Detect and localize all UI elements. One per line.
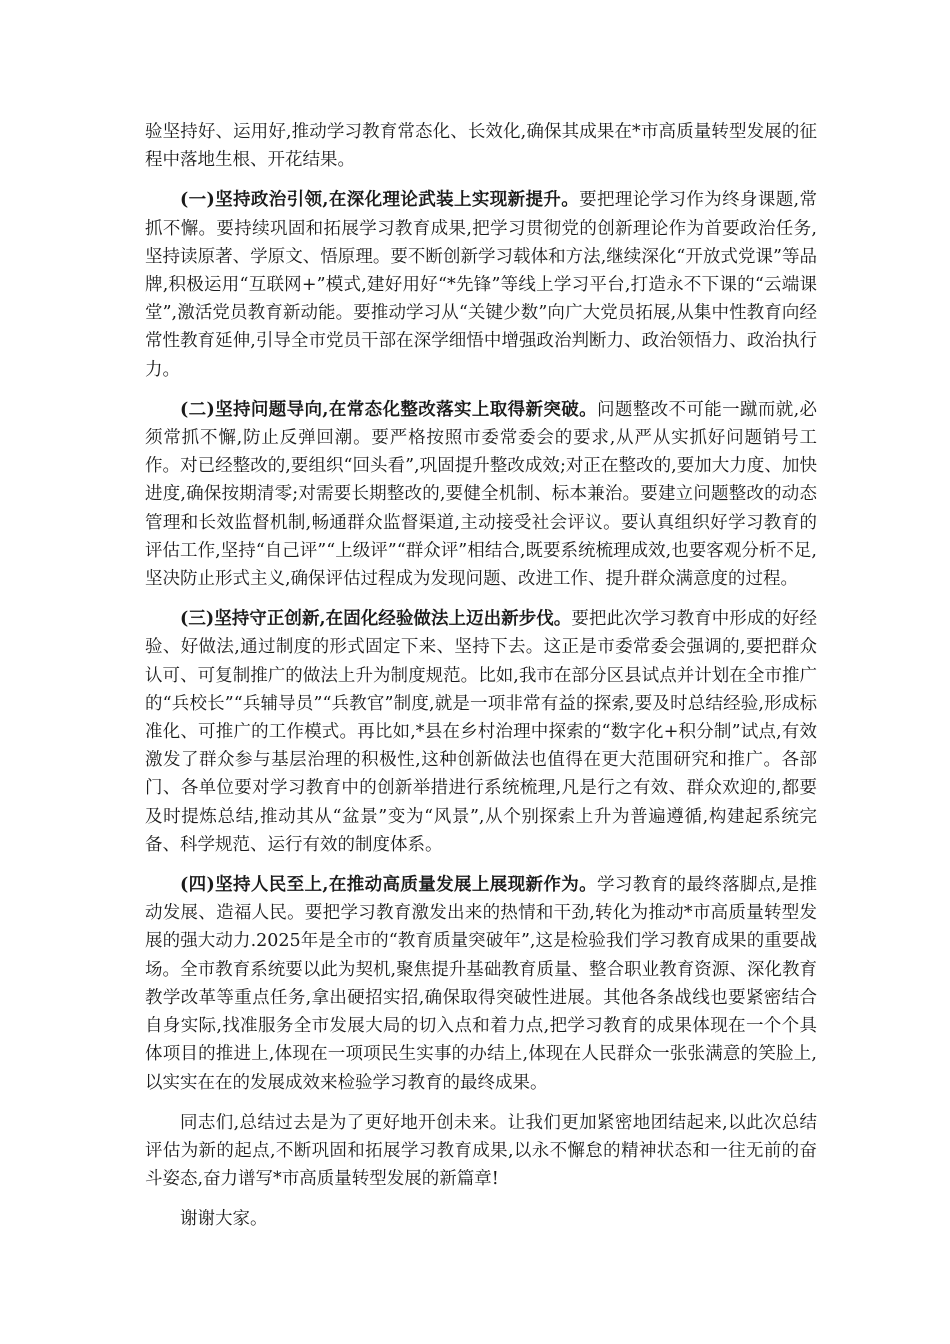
section-heading: (四)坚持人民至上,在推动高质量发展上展现新作为。 <box>180 875 597 896</box>
paragraph-section-2 <box>145 396 817 593</box>
paragraph-section-4 <box>145 871 817 1097</box>
paragraph-text: 验坚持好、运用好,推动学习教育常态化、长效化,确保其成果在*市高质量转型发展的征程中落地生根、开花结果。 <box>145 122 817 171</box>
paragraph-text: 学习教育的最终落脚点,是推动发展、造福人民。要把学习教育激发出来的热情和干劲,转化为推动*市高质量转型发展的强大动力.2025年是全市的“教育质量突破年”,这是检验我们学习教育成果的重要战场。全市教育系统要以此为契机,聚焦提升基础教育质量、整合职业教育资源、深化教育教学改革等重点任务,拿出硬招实招,确保取得突破性进展。其他各条战线也要紧密结合自身实际,找准服务全市发展大局的切入点和着力点,把学习教育的成果体现在一个个具体项目的推进上,体现在一项项民生实事的办结上,体现在人民群众一张张满意的笑脸上,以实实在在的发展成效来检验学习教育的最终成果。 <box>145 875 818 1093</box>
document-page <box>145 118 817 1246</box>
paragraph-section-1 <box>145 186 817 383</box>
section-heading: (三)坚持守正创新,在固化经验做法上迈出新步伐。 <box>180 609 572 630</box>
paragraph-text: 谢谢大家。 <box>180 1209 268 1230</box>
section-heading: (一)坚持政治引领,在深化理论武装上实现新提升。 <box>180 190 580 211</box>
paragraph-thanks <box>145 1205 817 1233</box>
paragraph-text: 同志们,总结过去是为了更好地开创未来。让我们更加紧密地团结起来,以此次总结评估为新的起点,不断巩固和拓展学习教育成果,以永不懈怠的精神状态和一往无前的奋斗姿态,奋力谱写*市高质量转型发展的新篇章! <box>145 1112 817 1190</box>
paragraph-text: 要把理论学习作为终身课题,常抓不懈。要持续巩固和拓展学习教育成果,把学习贯彻党的创新理论作为首要政治任务,坚持读原著、学原文、悟原理。要不断创新学习载体和方法,继续深化“开放式党课”等品牌,积极运用“互联网+”模式,建好用好“*先锋”等线上学习平台,打造永不下课的“云端课堂”,激活党员教育新动能。要推动学习从“关键少数”向广大党员拓展,从集中性教育向经常性教育延伸,引导全市党员干部在深学细悟中增强政治判断力、政治领悟力、政治执行力。 <box>145 190 817 380</box>
paragraph-continuation <box>145 118 817 174</box>
paragraph-closing <box>145 1109 817 1194</box>
paragraph-section-3 <box>145 605 817 859</box>
paragraph-text: 要把此次学习教育中形成的好经验、好做法,通过制度的形式固定下来、坚持下去。这正是市委常委会强调的,要把群众认可、可复制推广的做法上升为制度规范。比如,我市在部分区县试点并计划在全市推广的“兵校长”“兵辅导员”“兵教官”制度,就是一项非常有益的探索,要及时总结经验,形成标准化、可推广的工作模式。再比如,*县在乡村治理中探索的“数字化+积分制”试点,有效激发了群众参与基层治理的积极性,这种创新做法也值得在更大范围研究和推广。各部门、各单位要对学习教育中的创新举措进行系统梳理,凡是行之有效、群众欢迎的,都要及时提炼总结,推动其从“盆景”变为“风景”,从个别探索上升为普遍遵循,构建起系统完备、科学规范、运行有效的制度体系。 <box>145 609 818 855</box>
section-heading: (二)坚持问题导向,在常态化整改落实上取得新突破。 <box>180 399 597 420</box>
paragraph-text: 问题整改不可能一蹴而就,必须常抓不懈,防止反弹回潮。要严格按照市委常委会的要求,从严从实抓好问题销号工作。对已经整改的,要组织“回头看”,巩固提升整改成效;对正在整改的,要加大力度、加快进度,确保按期清零;对需要长期整改的,要健全机制、标本兼治。要建立问题整改的动态管理和长效监督机制,畅通群众监督渠道,主动接受社会评议。要认真组织好学习教育的评估工作,坚持“自己评”“上级评”“群众评”相结合,既要系统梳理成效,也要客观分析不足,坚决防止形式主义,确保评估过程成为发现问题、改进工作、提升群众满意度的过程。 <box>145 399 818 590</box>
